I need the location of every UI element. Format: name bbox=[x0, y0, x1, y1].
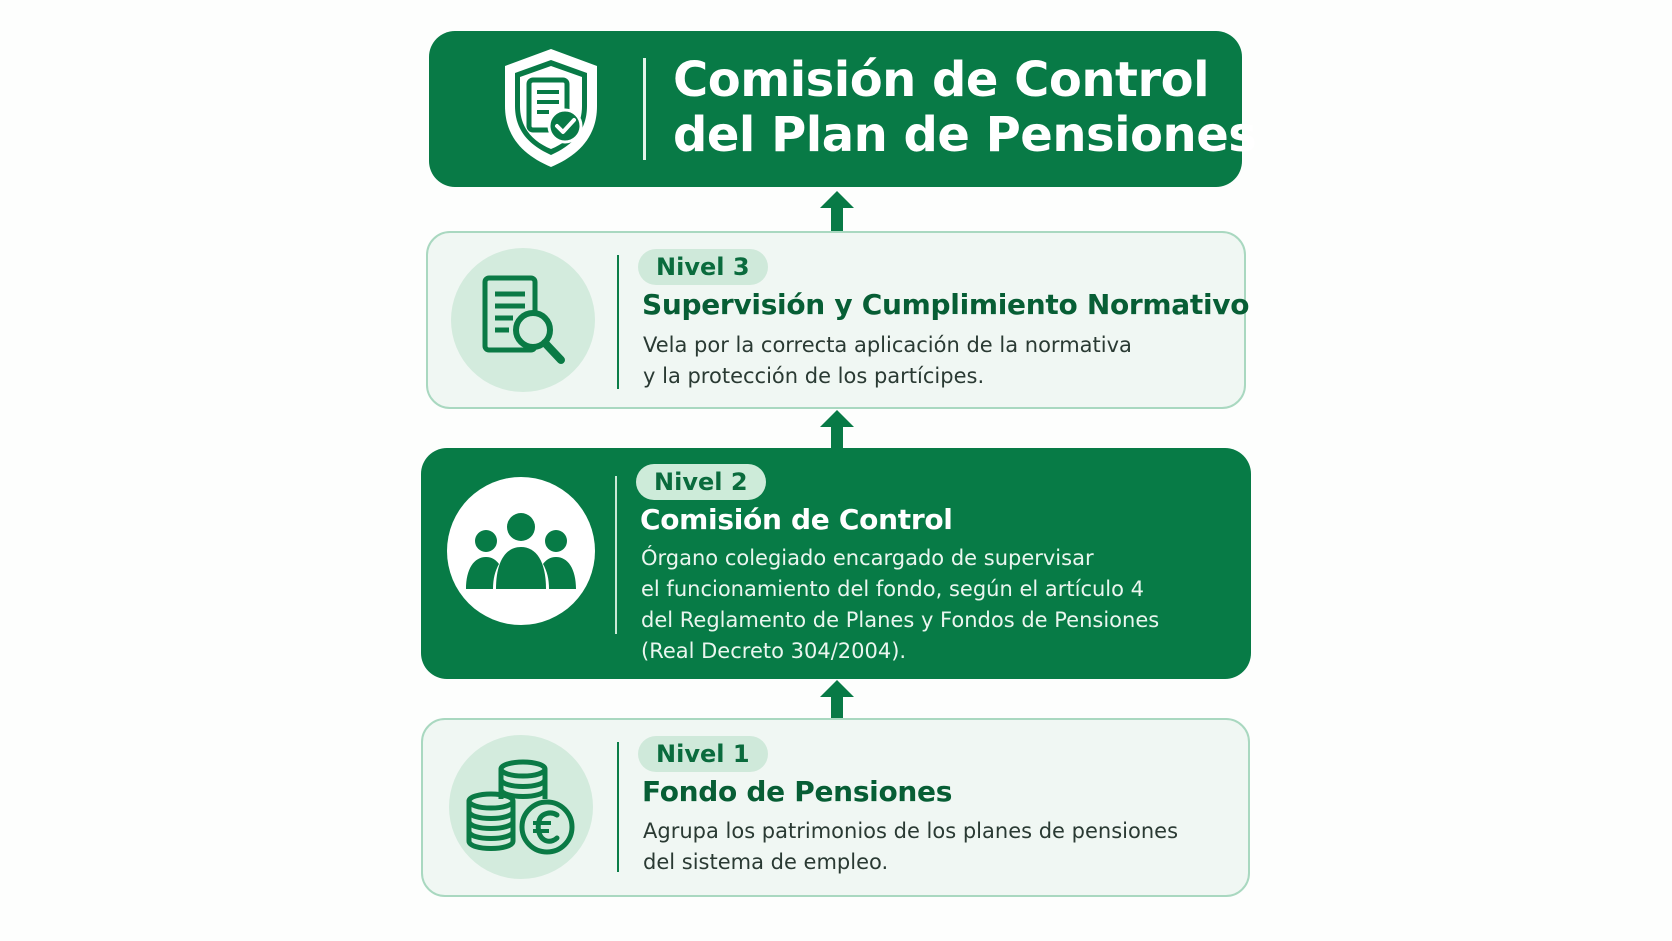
level-2-desc-line: (Real Decreto 304/2004). bbox=[641, 639, 907, 663]
document-search-icon bbox=[477, 272, 569, 368]
level-3-desc-line: Vela por la correcta aplicación de la normativa bbox=[643, 333, 1132, 357]
title-line-2: del Plan de Pensiones bbox=[673, 107, 1257, 163]
level-2-divider bbox=[615, 476, 617, 634]
level-2-icon-circle bbox=[447, 477, 595, 625]
level-3-desc-line: y la protección de los partícipes. bbox=[643, 364, 985, 388]
level-2-desc-line: del Reglamento de Planes y Fondos de Pensiones bbox=[641, 608, 1160, 632]
arrow-up-icon bbox=[820, 191, 854, 231]
level-1-title: Fondo de Pensiones bbox=[642, 775, 953, 808]
arrow-up-icon bbox=[820, 410, 854, 450]
level-2-desc-line: el funcionamiento del fondo, según el artículo 4 bbox=[641, 577, 1145, 601]
level-1-description bbox=[643, 816, 1178, 878]
arrow-up-icon bbox=[820, 680, 854, 720]
level-1-desc-line: Agrupa los patrimonios de los planes de pensiones bbox=[643, 819, 1179, 843]
level-1-icon-circle bbox=[449, 735, 593, 879]
page-title bbox=[673, 52, 1257, 163]
level-3-title: Supervisión y Cumplimiento Normativo bbox=[642, 288, 1250, 321]
coins-euro-icon bbox=[465, 759, 577, 855]
group-people-icon bbox=[466, 511, 576, 591]
level-2-badge: Nivel 2 bbox=[636, 464, 766, 500]
level-3-card bbox=[426, 231, 1250, 409]
title-line-1: Comisión de Control bbox=[673, 52, 1210, 108]
level-1-desc-line: del sistema de empleo. bbox=[643, 850, 889, 874]
level-1-card bbox=[421, 718, 1250, 897]
shield-document-check-icon bbox=[499, 46, 603, 170]
level-1-divider bbox=[617, 742, 619, 872]
level-2-desc-line: Órgano colegiado encargado de supervisar bbox=[641, 546, 1094, 570]
level-3-icon-circle bbox=[451, 248, 595, 392]
header-divider bbox=[643, 58, 646, 160]
level-3-divider bbox=[617, 255, 619, 389]
level-2-card bbox=[421, 448, 1251, 679]
header-banner bbox=[429, 31, 1257, 187]
level-2-description bbox=[641, 543, 1159, 667]
level-1-badge: Nivel 1 bbox=[638, 736, 768, 772]
level-2-title: Comisión de Control bbox=[640, 503, 953, 536]
level-3-description bbox=[643, 330, 1132, 392]
level-3-badge: Nivel 3 bbox=[638, 249, 768, 285]
